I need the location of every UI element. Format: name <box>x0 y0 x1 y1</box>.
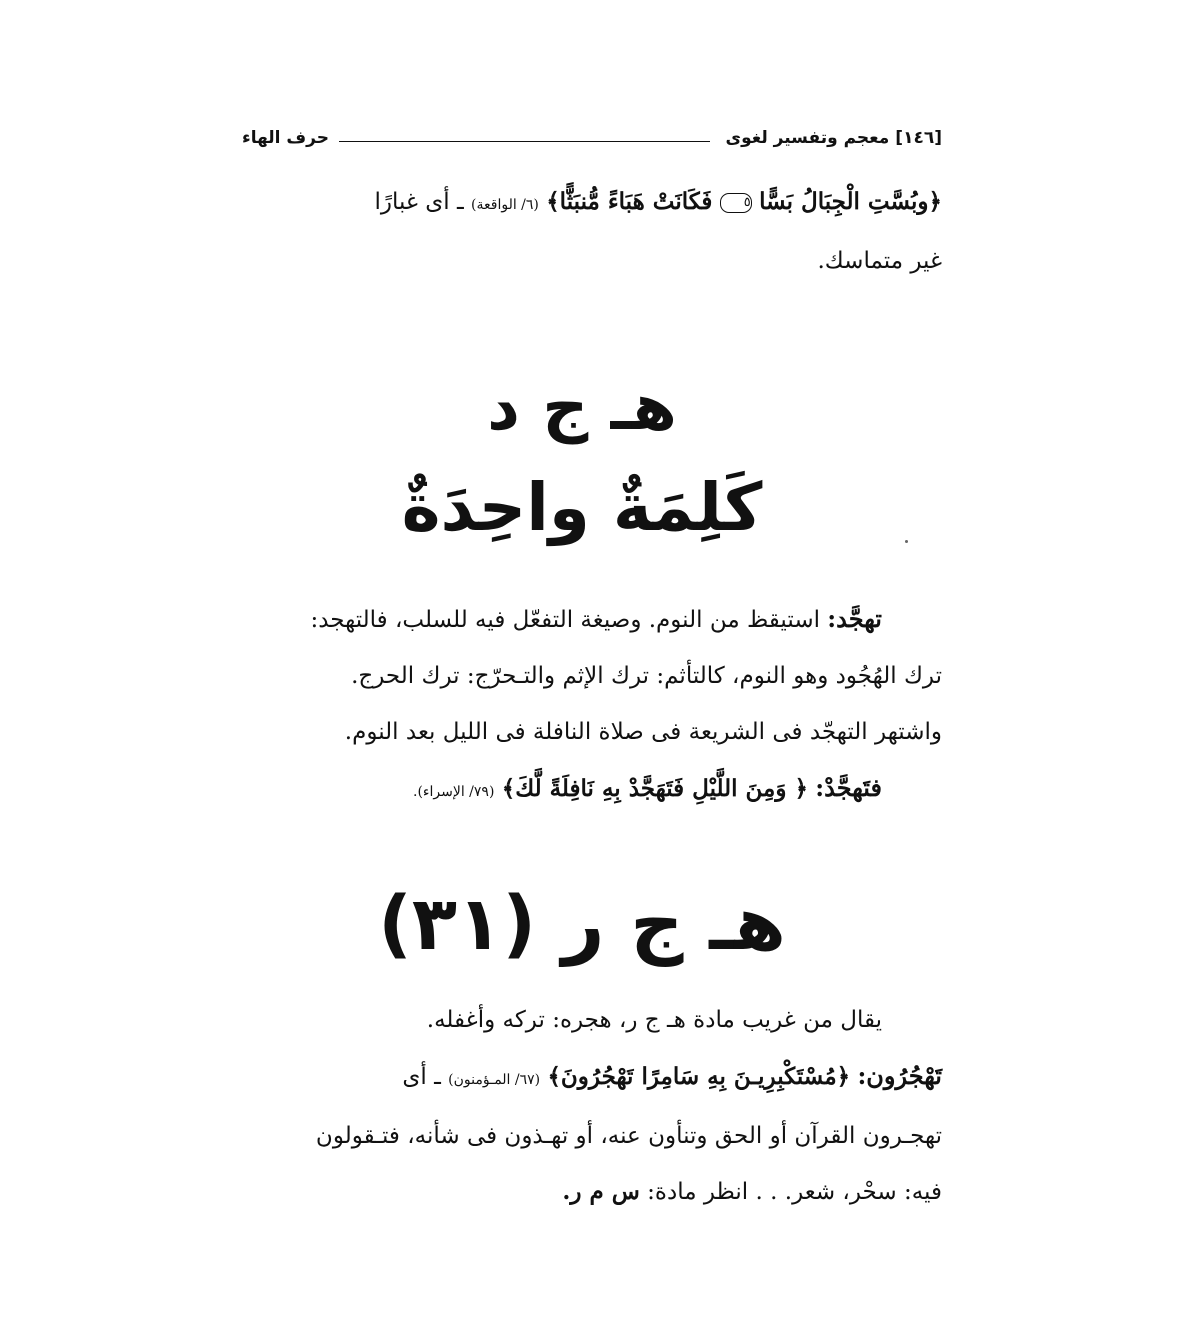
see-root: س م ر. <box>562 1178 640 1205</box>
definition-line1 <box>222 591 942 648</box>
verse-reference: (٦/ الواقعة) <box>471 197 539 213</box>
definition-text: تهجـرون القرآن أو الحق وتنأون عنه، أو تهـذون فى شأنه، فتـقولون <box>315 1123 942 1149</box>
verse-text-cont: فَكَانَتْ هَبَاءً مُّنبَثًّا﴾ <box>546 188 713 215</box>
lemma-tahajjad: تهجَّد: <box>827 604 882 633</box>
verse-reference: (٧٩/ الإسراء). <box>413 784 495 800</box>
prev-entry-line2 <box>222 233 942 289</box>
running-header <box>222 118 942 148</box>
header-rule <box>339 141 710 142</box>
intro-line <box>222 992 942 1048</box>
entry-line2 <box>222 1108 942 1164</box>
intro-text: يقال من غريب مادة هـ ج ر، هجره: تركه وأغفله. <box>426 1007 882 1033</box>
gloss-text: ـ أى <box>402 1064 441 1090</box>
prev-entry-line1 <box>222 174 942 233</box>
subheading-one-word: كَلِمَةٌ واحِدَةٌ <box>401 469 763 546</box>
root-heading-hjr: هـ ج ر (٣١) <box>378 881 786 967</box>
verse-text: ﴿ وَمِنَ اللَّيْلِ فَتَهَجَّدْ بِهِ نَافِلَةً لَّكَ﴾ <box>501 775 808 802</box>
definition-line2 <box>222 648 942 704</box>
quote-line <box>222 760 942 820</box>
book-title: معجم وتفسير لغوى <box>725 128 890 148</box>
ayah-number: ٥ <box>720 193 752 213</box>
verse-text: ﴿مُسْتَكْبِرِيـنَ بِهِ سَامِرًا تَهْجُرُونَ﴾ <box>547 1063 851 1090</box>
verse-text: ﴿وبُسَّتِ الْجِبَالُ بَسًّا <box>759 188 942 215</box>
definition-text: فيه: سحْر، شعر. . . انظر مادة: <box>647 1179 942 1205</box>
verse-reference: (٦٧/ المـؤمنون) <box>448 1072 541 1088</box>
entry-line1 <box>222 1048 942 1108</box>
page-content <box>222 118 942 1220</box>
lemma-tahjurun: تَهْجُرُون: <box>857 1061 942 1090</box>
definition-text: استيقظ من النوم. وصيغة التفعّل فيه للسلب، فالتهجد: <box>310 607 820 633</box>
definition-text: واشتهر التهجّد فى الشريعة فى صلاة النافلة فى الليل بعد النوم. <box>344 719 942 745</box>
lemma-fatahajjad: فتَهجَّدْ: <box>815 773 882 802</box>
definition-line3 <box>222 704 942 760</box>
gloss-text: ـ أى غبارًا <box>374 189 464 215</box>
section-name: حرف الهاء <box>242 128 330 148</box>
page-number: [١٤٦] <box>895 128 942 148</box>
root-heading-hjd: هـ ج د <box>487 371 677 445</box>
entry-line3 <box>222 1164 942 1220</box>
gloss-text-cont: غير متماسك. <box>817 248 942 274</box>
definition-text: ترك الهُجُود وهو النوم، كالتأثم: ترك الإثم والتـحرّج: ترك الحرج. <box>351 663 942 689</box>
